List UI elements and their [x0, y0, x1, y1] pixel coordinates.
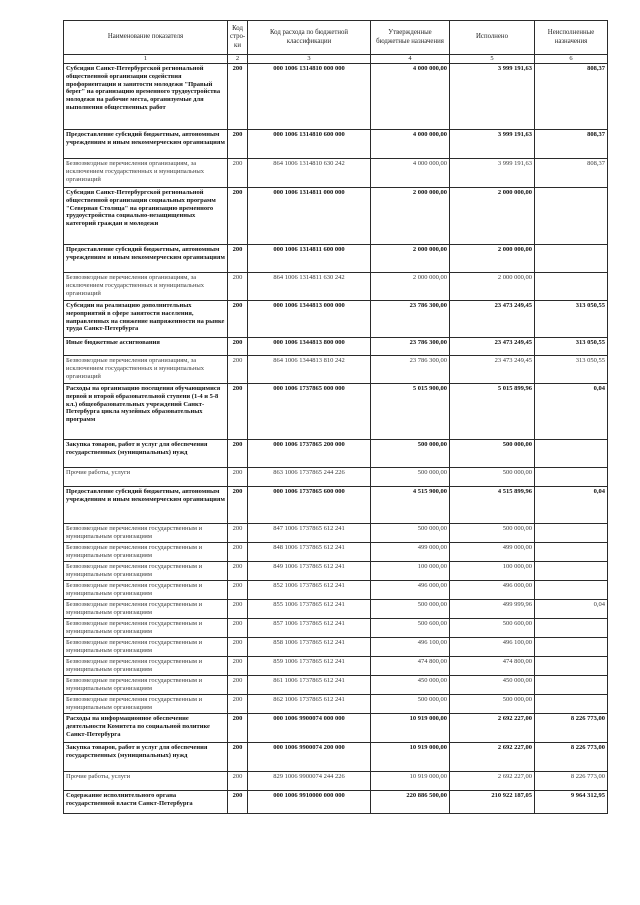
table-row: [64, 676, 608, 695]
row-executed-cell: 2 000 000,00: [450, 273, 535, 301]
row-name-cell: Безвозмездные перечисления организациям, за исключением государственных и муниципальных организаций: [64, 273, 228, 301]
row-executed-cell: 2 692 227,00: [450, 772, 535, 791]
row-unexecuted-cell: [535, 581, 608, 600]
row-executed-cell: 450 000,00: [450, 676, 535, 695]
row-name-cell: Безвозмездные перечисления государственным и муниципальным организациям: [64, 562, 228, 581]
table-row: [64, 638, 608, 657]
row-name-cell: Безвозмездные перечисления государственным и муниципальным организациям: [64, 695, 228, 714]
row-executed-cell: 500 000,00: [450, 468, 535, 487]
row-line-code-cell: 200: [228, 524, 248, 543]
row-name-cell: Безвозмездные перечисления государственным и муниципальным организациям: [64, 543, 228, 562]
row-classification-code-cell: 000 1006 1737865 000 000: [248, 384, 371, 440]
row-approved-cell: 2 000 000,00: [371, 245, 450, 273]
row-line-code-cell: 200: [228, 384, 248, 440]
row-name-cell: Безвозмездные перечисления государственным и муниципальным организациям: [64, 676, 228, 695]
row-line-code-cell: 200: [228, 487, 248, 524]
row-classification-code-cell: 000 1006 1737865 200 000: [248, 440, 371, 468]
row-approved-cell: 500 000,00: [371, 440, 450, 468]
column-number: 2: [228, 55, 248, 64]
row-line-code-cell: 200: [228, 159, 248, 188]
row-line-code-cell: 200: [228, 657, 248, 676]
row-unexecuted-cell: 808,37: [535, 64, 608, 130]
row-executed-cell: 500 000,00: [450, 695, 535, 714]
table-row: [64, 338, 608, 356]
row-line-code-cell: 200: [228, 301, 248, 338]
row-name-cell: Предоставление субсидий бюджетным, автономным учреждениям и иным некоммерческим организациям: [64, 487, 228, 524]
row-unexecuted-cell: [535, 273, 608, 301]
row-approved-cell: 500 000,00: [371, 468, 450, 487]
row-approved-cell: 500 000,00: [371, 695, 450, 714]
row-executed-cell: 5 015 899,96: [450, 384, 535, 440]
row-unexecuted-cell: 313 050,55: [535, 338, 608, 356]
row-line-code-cell: 200: [228, 130, 248, 159]
row-executed-cell: 3 999 191,63: [450, 64, 535, 130]
row-line-code-cell: 200: [228, 676, 248, 695]
row-classification-code-cell: 864 1006 1344813 810 242: [248, 356, 371, 384]
header-name: Наименование показателя: [64, 21, 228, 55]
row-name-cell: Субсидии на реализацию дополнительных мероприятий в сфере занятости населения, направленных на снижение напряженности на рынке труда Санкт-Петербурга: [64, 301, 228, 338]
header-unexecuted: Неисполненные назначения: [535, 21, 608, 55]
row-line-code-cell: 200: [228, 638, 248, 657]
row-approved-cell: 500 000,00: [371, 600, 450, 619]
row-unexecuted-cell: 0,04: [535, 384, 608, 440]
table-row: [64, 791, 608, 814]
row-approved-cell: 10 919 000,00: [371, 743, 450, 772]
table-row: [64, 384, 608, 440]
row-executed-cell: 499 999,96: [450, 600, 535, 619]
row-name-cell: Прочие работы, услуги: [64, 468, 228, 487]
row-approved-cell: 496 100,00: [371, 638, 450, 657]
table-row: [64, 619, 608, 638]
row-classification-code-cell: 848 1006 1737865 612 241: [248, 543, 371, 562]
table-row: [64, 188, 608, 245]
table-row: [64, 64, 608, 130]
row-executed-cell: 23 473 249,45: [450, 301, 535, 338]
row-approved-cell: 2 000 000,00: [371, 273, 450, 301]
row-executed-cell: 496 100,00: [450, 638, 535, 657]
table-row: [64, 543, 608, 562]
column-number-row: [64, 55, 608, 64]
row-approved-cell: 5 015 900,00: [371, 384, 450, 440]
row-line-code-cell: 200: [228, 468, 248, 487]
row-line-code-cell: 200: [228, 695, 248, 714]
row-line-code-cell: 200: [228, 562, 248, 581]
row-approved-cell: 450 000,00: [371, 676, 450, 695]
table-row: [64, 245, 608, 273]
row-approved-cell: 220 886 500,00: [371, 791, 450, 814]
row-name-cell: Прочие работы, услуги: [64, 772, 228, 791]
row-line-code-cell: 200: [228, 581, 248, 600]
column-number: 3: [248, 55, 371, 64]
row-unexecuted-cell: [535, 440, 608, 468]
table-row: [64, 581, 608, 600]
row-classification-code-cell: 000 1006 9900074 000 000: [248, 714, 371, 743]
row-executed-cell: 210 922 187,05: [450, 791, 535, 814]
row-approved-cell: 100 000,00: [371, 562, 450, 581]
table-row: [64, 657, 608, 676]
row-approved-cell: 23 786 300,00: [371, 356, 450, 384]
row-name-cell: Безвозмездные перечисления государственным и муниципальным организациям: [64, 524, 228, 543]
row-unexecuted-cell: [535, 562, 608, 581]
row-classification-code-cell: 857 1006 1737865 612 241: [248, 619, 371, 638]
row-name-cell: Предоставление субсидий бюджетным, автономным учреждениям и иным некоммерческим организациям: [64, 245, 228, 273]
row-classification-code-cell: 847 1006 1737865 612 241: [248, 524, 371, 543]
row-name-cell: Безвозмездные перечисления государственным и муниципальным организациям: [64, 581, 228, 600]
row-classification-code-cell: 000 1006 1314810 600 000: [248, 130, 371, 159]
column-number: 1: [64, 55, 228, 64]
row-unexecuted-cell: 808,37: [535, 159, 608, 188]
row-executed-cell: 23 473 249,45: [450, 338, 535, 356]
row-classification-code-cell: 000 1006 1314811 000 000: [248, 188, 371, 245]
row-unexecuted-cell: [535, 468, 608, 487]
row-classification-code-cell: 000 1006 1737865 600 000: [248, 487, 371, 524]
row-line-code-cell: 200: [228, 356, 248, 384]
row-executed-cell: 2 000 000,00: [450, 245, 535, 273]
row-name-cell: Безвозмездные перечисления государственным и муниципальным организациям: [64, 657, 228, 676]
row-classification-code-cell: 000 1006 9900074 200 000: [248, 743, 371, 772]
row-line-code-cell: 200: [228, 64, 248, 130]
row-unexecuted-cell: [535, 619, 608, 638]
row-name-cell: Безвозмездные перечисления организациям, за исключением государственных и муниципальных организаций: [64, 356, 228, 384]
table-row: [64, 301, 608, 338]
row-executed-cell: 100 000,00: [450, 562, 535, 581]
row-classification-code-cell: 849 1006 1737865 612 241: [248, 562, 371, 581]
row-unexecuted-cell: [535, 638, 608, 657]
row-approved-cell: 4 000 000,00: [371, 64, 450, 130]
row-classification-code-cell: 861 1006 1737865 612 241: [248, 676, 371, 695]
table-row: [64, 524, 608, 543]
row-line-code-cell: 200: [228, 600, 248, 619]
row-executed-cell: 3 999 191,63: [450, 159, 535, 188]
table-row: [64, 130, 608, 159]
column-number: 5: [450, 55, 535, 64]
row-line-code-cell: 200: [228, 273, 248, 301]
row-classification-code-cell: 859 1006 1737865 612 241: [248, 657, 371, 676]
row-line-code-cell: 200: [228, 619, 248, 638]
row-classification-code-cell: 000 1006 1344813 800 000: [248, 338, 371, 356]
row-classification-code-cell: 000 1006 9910000 000 000: [248, 791, 371, 814]
row-line-code-cell: 200: [228, 188, 248, 245]
row-line-code-cell: 200: [228, 791, 248, 814]
row-unexecuted-cell: 8 226 773,00: [535, 772, 608, 791]
row-classification-code-cell: 864 1006 1314811 630 242: [248, 273, 371, 301]
column-number: 4: [371, 55, 450, 64]
row-approved-cell: 23 786 300,00: [371, 338, 450, 356]
row-executed-cell: 23 473 249,45: [450, 356, 535, 384]
table-row: [64, 695, 608, 714]
row-approved-cell: 4 000 000,00: [371, 130, 450, 159]
row-executed-cell: 3 999 191,63: [450, 130, 535, 159]
row-approved-cell: 500 000,00: [371, 524, 450, 543]
row-classification-code-cell: 862 1006 1737865 612 241: [248, 695, 371, 714]
row-executed-cell: 4 515 899,96: [450, 487, 535, 524]
header-line-code: Код стро-ки: [228, 21, 248, 55]
row-line-code-cell: 200: [228, 338, 248, 356]
row-approved-cell: 10 919 000,00: [371, 714, 450, 743]
row-name-cell: Безвозмездные перечисления организациям, за исключением государственных и муниципальных организаций: [64, 159, 228, 188]
table-row: [64, 562, 608, 581]
row-name-cell: Расходы на информационное обеспечение деятельности Комитета по социальной политике Санкт-Петербурга: [64, 714, 228, 743]
row-approved-cell: 4 000 000,00: [371, 159, 450, 188]
row-name-cell: Расходы на организацию посещения обучающимися первой и второй образовательной ступени (1-4 и 5-8 кл.) общеобразовательных учреждений Санкт-Петербурга цикла музейных образовательных программ: [64, 384, 228, 440]
table-row: [64, 273, 608, 301]
row-approved-cell: 499 000,00: [371, 543, 450, 562]
row-classification-code-cell: 000 1006 1314811 600 000: [248, 245, 371, 273]
row-unexecuted-cell: 0,04: [535, 487, 608, 524]
table-row: [64, 159, 608, 188]
table-row: [64, 356, 608, 384]
row-unexecuted-cell: 0,04: [535, 600, 608, 619]
budget-execution-table: [63, 20, 608, 814]
table-row: [64, 743, 608, 772]
table-header-row: [64, 21, 608, 55]
row-executed-cell: 496 000,00: [450, 581, 535, 600]
row-unexecuted-cell: 9 964 312,95: [535, 791, 608, 814]
row-unexecuted-cell: 313 050,55: [535, 301, 608, 338]
row-executed-cell: 2 692 227,00: [450, 714, 535, 743]
table-body: [64, 64, 608, 814]
row-name-cell: Иные бюджетные ассигнования: [64, 338, 228, 356]
row-approved-cell: 23 786 300,00: [371, 301, 450, 338]
row-approved-cell: 496 000,00: [371, 581, 450, 600]
row-classification-code-cell: 852 1006 1737865 612 241: [248, 581, 371, 600]
row-name-cell: Содержание исполнительного органа государственной власти Санкт-Петербурга: [64, 791, 228, 814]
table-row: [64, 772, 608, 791]
column-number: 6: [535, 55, 608, 64]
header-approved: Утвержденные бюджетные назначения: [371, 21, 450, 55]
row-unexecuted-cell: [535, 524, 608, 543]
row-line-code-cell: 200: [228, 714, 248, 743]
row-approved-cell: 4 515 900,00: [371, 487, 450, 524]
row-name-cell: Субсидия Санкт-Петербургской региональной общественной организации содействия профориентации и занятости молодежи "Правый берег" на организацию временного трудоустройства молодежи на рабочие места, организуемые для выполнения общественных работ: [64, 64, 228, 130]
row-classification-code-cell: 864 1006 1314810 630 242: [248, 159, 371, 188]
table-row: [64, 714, 608, 743]
row-unexecuted-cell: [535, 188, 608, 245]
row-classification-code-cell: 000 1006 1344813 000 000: [248, 301, 371, 338]
row-unexecuted-cell: 808,37: [535, 130, 608, 159]
row-line-code-cell: 200: [228, 440, 248, 468]
header-executed: Исполнено: [450, 21, 535, 55]
row-line-code-cell: 200: [228, 772, 248, 791]
row-classification-code-cell: 863 1006 1737865 244 226: [248, 468, 371, 487]
row-unexecuted-cell: [535, 543, 608, 562]
table-row: [64, 487, 608, 524]
row-unexecuted-cell: 313 050,55: [535, 356, 608, 384]
row-classification-code-cell: 855 1006 1737865 612 241: [248, 600, 371, 619]
row-name-cell: Закупка товаров, работ и услуг для обеспечения государственных (муниципальных) нужд: [64, 743, 228, 772]
row-approved-cell: 500 600,00: [371, 619, 450, 638]
row-executed-cell: 499 000,00: [450, 543, 535, 562]
row-line-code-cell: 200: [228, 743, 248, 772]
row-unexecuted-cell: [535, 695, 608, 714]
table-row: [64, 468, 608, 487]
row-approved-cell: 474 800,00: [371, 657, 450, 676]
row-unexecuted-cell: [535, 245, 608, 273]
row-unexecuted-cell: [535, 657, 608, 676]
row-executed-cell: 500 600,00: [450, 619, 535, 638]
row-line-code-cell: 200: [228, 245, 248, 273]
table-row: [64, 600, 608, 619]
row-unexecuted-cell: 8 226 773,00: [535, 743, 608, 772]
row-classification-code-cell: 858 1006 1737865 612 241: [248, 638, 371, 657]
row-name-cell: Закупка товаров, работ и услуг для обеспечения государственных (муниципальных) нужд: [64, 440, 228, 468]
row-executed-cell: 500 000,00: [450, 440, 535, 468]
row-name-cell: Субсидия Санкт-Петербургской региональной общественной организации социальных программ "Северная Столица" на организацию временного трудоустройства социально-незащищенных категорий граждан и молодежи: [64, 188, 228, 245]
row-executed-cell: 474 800,00: [450, 657, 535, 676]
header-classification-code: Код расхода по бюджетной классификации: [248, 21, 371, 55]
row-classification-code-cell: 000 1006 1314810 000 000: [248, 64, 371, 130]
row-name-cell: Безвозмездные перечисления государственным и муниципальным организациям: [64, 638, 228, 657]
row-executed-cell: 500 000,00: [450, 524, 535, 543]
row-executed-cell: 2 692 227,00: [450, 743, 535, 772]
row-approved-cell: 2 000 000,00: [371, 188, 450, 245]
row-approved-cell: 10 919 000,00: [371, 772, 450, 791]
row-classification-code-cell: 829 1006 9900074 244 226: [248, 772, 371, 791]
row-name-cell: Предоставление субсидий бюджетным, автономным учреждениям и иным некоммерческим организациям: [64, 130, 228, 159]
row-unexecuted-cell: [535, 676, 608, 695]
row-name-cell: Безвозмездные перечисления государственным и муниципальным организациям: [64, 619, 228, 638]
row-line-code-cell: 200: [228, 543, 248, 562]
row-executed-cell: 2 000 000,00: [450, 188, 535, 245]
table-row: [64, 440, 608, 468]
row-name-cell: Безвозмездные перечисления государственным и муниципальным организациям: [64, 600, 228, 619]
row-unexecuted-cell: 8 226 773,00: [535, 714, 608, 743]
